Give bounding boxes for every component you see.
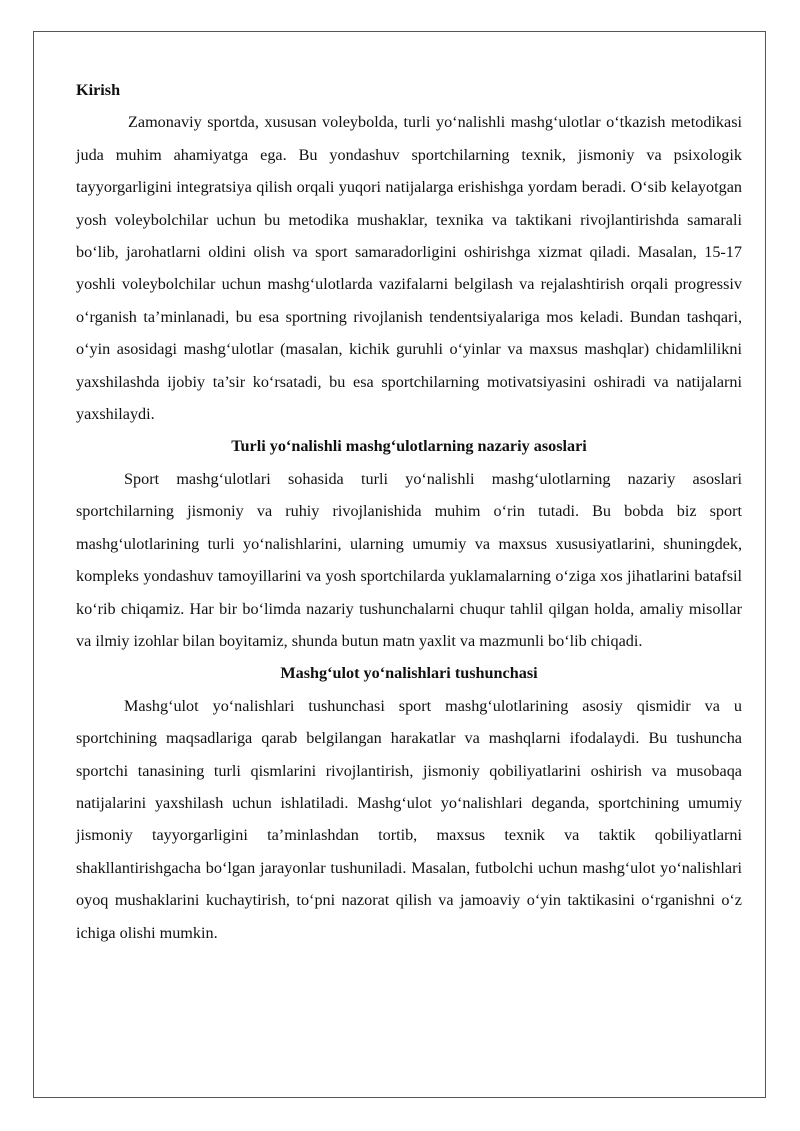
intro-paragraph: Zamonaviy sportda, xususan voleybolda, turli yo‘nalishli mashg‘ulotlar o‘tkazish metodikasi juda muhim ahamiyatga ega. Bu yondashuv sportchilarning texnik, jismoniy va psixologik tayyorgarligini integratsiya qilish orqali yuqori natijalarga erishishga yordam beradi. O‘sib kelayotgan yosh voleybolchilar uchun bu metodika mushaklar, texnika va taktikani rivojlantirishda samarali bo‘lib, jarohatlarni oldini olish va sport samaradorligini oshirishga xizmat qiladi. Masalan, 15-17 yoshli voleybolchilar uchun mashg‘ulotlarda vazifalarni belgilash va rejalashtirish orqali progressiv o‘rganish ta’minlanadi, bu esa sportning rivojlanish tendentsiyalariga mos keladi. Bundan tashqari, o‘yin asosidagi mashg‘ulotlar (masalan, kichik guruhli o‘yinlar va maxsus mashqlar) chidamlilikni yaxshilashda ijobiy ta’sir ko‘rsatadi, bu esa sportchilarning motivatsiyasini oshiradi va natijalarni yaxshilaydi.	[76, 113, 742, 424]
concept-paragraph: Mashg‘ulot yo‘nalishlari tushunchasi sport mashg‘ulotlarining asosiy qismidir va u sportchining maqsadlariga qarab belgilangan harakatlar va mashqlarni ifodalaydi. Bu tushuncha sportchi tanasining turli qismlarini rivojlantirish, jismoniy qobiliyatlarini oshirish va musobaqa natijalarini yaxshilash uchun ishlatiladi. Mashg‘ulot yo‘nalishlari deganda, sportchining umumiy jismoniy tayyorgarligini ta’minlashdan tortib, maxsus texnik va taktik qobiliyatlarni shakllantirishgacha bo‘lgan jarayonlar tushuniladi. Masalan, futbolchi uchun mashg‘ulot yo‘nalishlari oyoq mushaklarini kuchaytirish, to‘pni nazorat qilish va jamoaviy o‘yin taktikasini o‘rganishni o‘z ichiga olishi mumkin.	[76, 696, 742, 942]
section-heading-theory: Turli yo‘nalishli mashg‘ulotlarning nazariy asoslari	[231, 437, 587, 456]
section-heading-concept: Mashg‘ulot yo‘nalishlari tushunchasi	[280, 664, 538, 683]
intro-heading: Kirish	[76, 81, 121, 99]
document-body	[76, 74, 742, 949]
theory-paragraph: Sport mashg‘ulotlari sohasida turli yo‘nalishli mashg‘ulotlarning nazariy asoslari sportchilarning jismoniy va ruhiy rivojlanishida muhim o‘rin tutadi. Bu bobda biz sport mashg‘ulotlarining turli yo‘nalishlarini, ularning umumiy va maxsus xususiyatlarini, shuningdek, kompleks yondashuv tamoyillarini va yosh sportchilarda yuklamalarning o‘ziga xos jihatlarini batafsil ko‘rib chiqamiz. Har bir bo‘limda nazariy tushunchalarni chuqur tahlil qilgan holda, amaliy misollar va ilmiy izohlar bilan boyitamiz, shunda butun matn yaxlit va mazmunli bo‘lib chiqadi.	[76, 469, 742, 650]
